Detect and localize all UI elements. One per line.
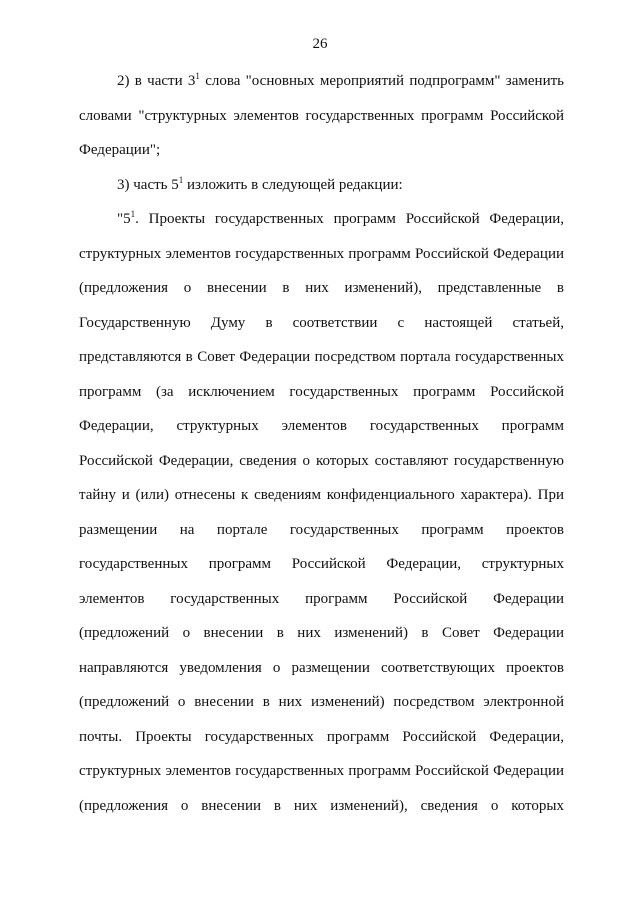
- text-line: [117, 176, 564, 194]
- text-line: [79, 452, 564, 470]
- text-line: [79, 141, 564, 159]
- text-line: [79, 348, 564, 366]
- text-line: [79, 728, 564, 746]
- text-segment: структурных элементов государственных программ Российской Федерации: [79, 763, 564, 779]
- text-line: [79, 486, 564, 504]
- text-line: [79, 314, 564, 332]
- text-line: [79, 590, 564, 608]
- text-line: [79, 659, 564, 677]
- text-segment: тайну и (или) отнесены к сведениям конфиденциального характера). При: [79, 487, 564, 503]
- text-line: [79, 383, 564, 401]
- text-line: [79, 693, 564, 711]
- text-segment: словами "структурных элементов государственных программ Российской: [79, 107, 564, 124]
- text-segment: направляются уведомления о размещении соответствующих проектов: [79, 659, 564, 676]
- text-segment: 3) часть 5: [117, 176, 179, 193]
- text-segment: (предложений о внесении в них изменений) посредством электронной: [79, 694, 564, 710]
- text-line: [79, 762, 564, 780]
- text-segment: программ (за исключением государственных программ Российской: [79, 383, 564, 400]
- text-line: [117, 210, 564, 228]
- text-segment: слова "основных мероприятий подпрограмм" заменить: [199, 73, 564, 89]
- text-line: [79, 279, 564, 297]
- text-segment: размещении на портале государственных программ проектов: [79, 521, 564, 538]
- superscript: 1: [130, 209, 136, 219]
- text-segment: . Проекты государственных программ Российской Федерации,: [135, 211, 564, 227]
- text-line: [79, 521, 564, 539]
- page-number: 26: [312, 36, 328, 52]
- text-segment: изложить в следующей редакции:: [183, 176, 403, 193]
- superscript: 1: [195, 71, 200, 81]
- text-segment: почты. Проекты государственных программ Российской Федерации,: [79, 728, 564, 745]
- text-line: [79, 245, 564, 263]
- text-segment: Федерации";: [79, 142, 161, 158]
- text-segment: 2) в части 3: [117, 73, 196, 89]
- text-segment: "5: [117, 211, 131, 227]
- text-segment: элементов государственных программ Российской Федерации: [79, 590, 564, 607]
- text-segment: Государственную Думу в соответствии с настоящей статьей,: [79, 314, 564, 331]
- text-segment: (предложений о внесении в них изменений) в Совет Федерации: [79, 625, 564, 641]
- text-line: [79, 417, 564, 435]
- text-line: [79, 797, 564, 815]
- text-line: [79, 624, 564, 642]
- text-line: [117, 72, 564, 90]
- text-line: [79, 555, 564, 573]
- text-segment: структурных элементов государственных программ Российской Федерации: [79, 245, 564, 262]
- text-segment: (предложения о внесении в них изменений), представленные в: [79, 280, 564, 296]
- text-segment: государственных программ Российской Федерации, структурных: [79, 556, 564, 572]
- superscript: 1: [178, 174, 184, 185]
- text-segment: Российской Федерации, сведения о которых составляют государственную: [79, 452, 564, 469]
- text-segment: Федерации, структурных элементов государственных программ: [79, 418, 564, 434]
- text-line: [79, 107, 564, 125]
- text-segment: (предложения о внесении в них изменений), сведения о которых: [79, 797, 564, 814]
- text-segment: представляются в Совет Федерации посредством портала государственных: [79, 349, 564, 365]
